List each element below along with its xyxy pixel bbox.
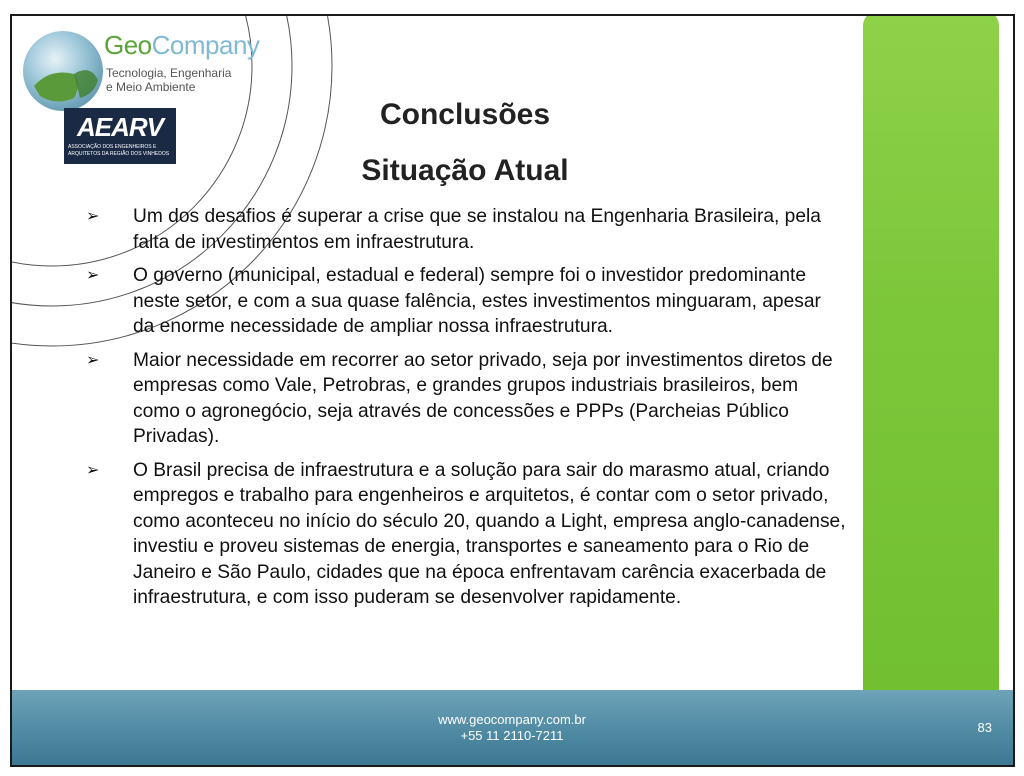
phone-number: +55 11 2110-7211 <box>460 728 564 743</box>
arrow-bullet-icon: ➢ <box>86 208 100 225</box>
slide-subtitle: Situação Atual <box>361 154 569 187</box>
website-link[interactable]: www.geocompany.com.br <box>438 712 586 727</box>
arrow-bullet-icon: ➢ <box>86 267 100 284</box>
bullet-text: Maior necessidade em recorrer ao setor privado, seja por investimentos diretos de empresas como Vale, Petrobras, e grandes grupos industriais brasileiros, bem como o agronegócio, seja através de concessões e PPPs (Parcheias Público Privadas). <box>133 349 833 447</box>
footer-bar <box>10 690 1014 766</box>
bullet-text: O Brasil precisa de infraestrutura e a solução para sair do marasmo atual, criando empregos e trabalho para engenheiros e arquitetos, é contar com o setor privado, como aconteceu no início do século 20, quando a Light, empresa anglo-canadense, investiu e proveu sistemas de energia, transportes e saneamento para o Rio de Janeiro e São Paulo, cidades que na época enfrentavam carência exacerbada de infraestrutura, e com isso puderam se desenvolver rapidamente. <box>133 459 846 608</box>
company-name: GeoCompany <box>104 30 260 60</box>
bullet-text: Um dos desafios é superar a crise que se instalou na Engenharia Brasileira, pela falta de investimentos em infraestrutura. <box>133 206 821 253</box>
arrow-bullet-icon: ➢ <box>86 351 100 369</box>
company-tagline-line1: Tecnologia, Engenharia <box>106 66 232 80</box>
bullet-item <box>86 263 846 340</box>
bullet-list <box>86 204 846 619</box>
slide-frame <box>10 14 1015 767</box>
slide-title: Conclusões <box>379 98 551 131</box>
arrow-bullet-icon: ➢ <box>86 461 100 479</box>
bullet-item <box>86 458 846 611</box>
bullet-item <box>86 348 846 450</box>
page-number: 83 <box>977 720 992 735</box>
aearv-logo-text: AEARV <box>76 112 163 142</box>
aearv-subtitle-line2: ARQUITETOS DA REGIÃO DOS VINHEDOS <box>68 151 170 157</box>
bullet-item <box>86 204 846 255</box>
company-tagline-line2: e Meio Ambiente <box>106 80 196 94</box>
bullet-text: O governo (municipal, estadual e federal) sempre foi o investidor predominante neste setor, e com a sua quase falência, estes investimentos minguaram, apesar da enorme necessidade de ampliar nossa infraestrutura. <box>133 265 821 337</box>
aearv-subtitle-line1: ASSOCIAÇÃO DOS ENGENHEIROS E <box>68 144 157 150</box>
